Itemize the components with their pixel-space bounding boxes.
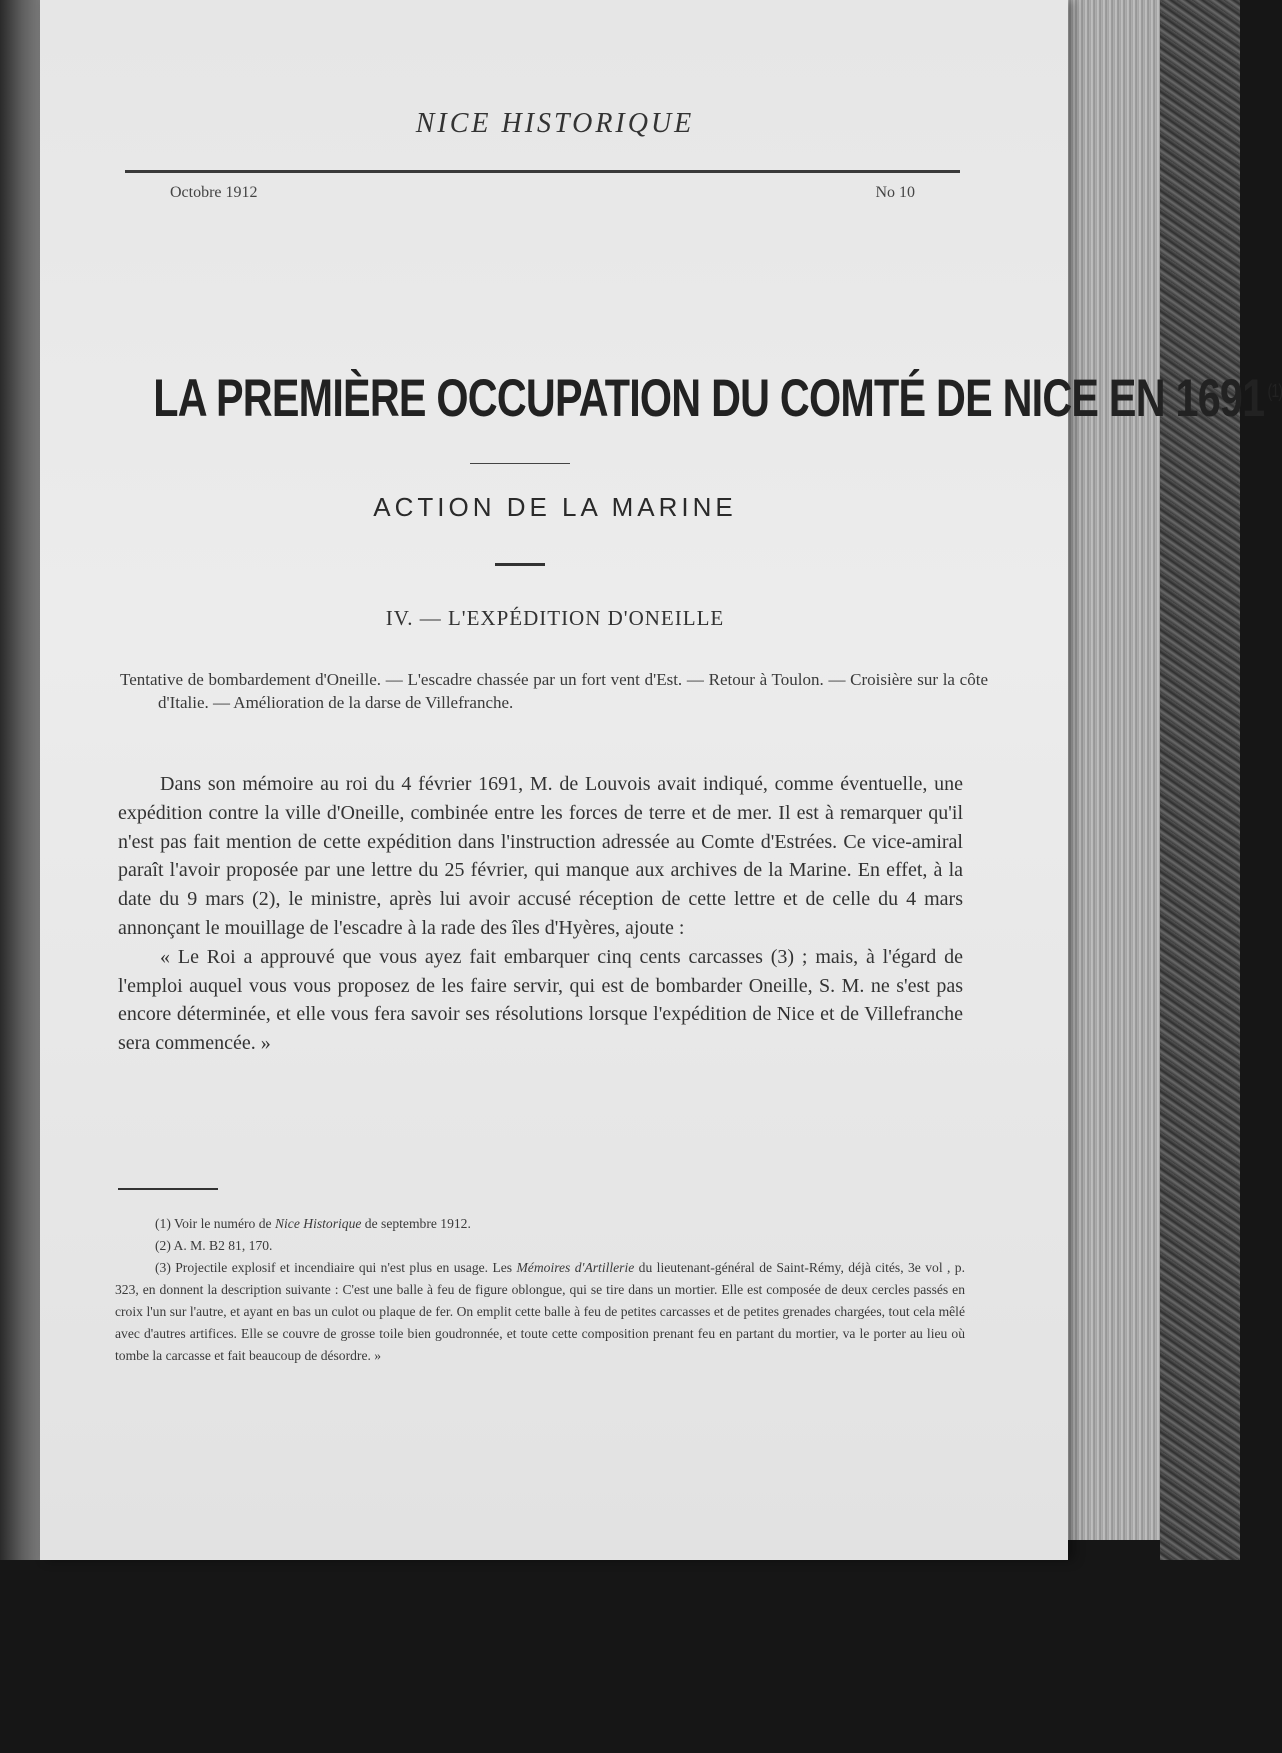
chapter-title: IV. — L'EXPÉDITION D'ONEILLE xyxy=(385,606,725,630)
title-divider xyxy=(470,463,570,464)
header-rule xyxy=(125,170,960,173)
issue-date: Octobre 1912 xyxy=(170,184,258,201)
footnote-1 xyxy=(115,1213,965,1235)
footnotes xyxy=(115,1213,965,1367)
scan-left-margin xyxy=(0,0,40,1560)
body-paragraph: « Le Roi a approuvé que vous ayez fait embarquer cinq cents carcasses (3) ; mais, à l'égard de l'emploi auquel vous vous proposez de les faire servir, qui est de bombarder Oneille, S. M. ne s'est pas encore déterminée, et elle vous fera savoir ses résolutions lorsque l'expédition de Nice et de Villefranche sera commencée. » xyxy=(118,945,963,1055)
footnote-text: (1) Voir le numéro de xyxy=(155,1216,275,1231)
section-title: ACTION DE LA MARINE xyxy=(373,492,737,522)
header-meta xyxy=(170,184,915,202)
footnote-3 xyxy=(115,1257,965,1367)
document-page xyxy=(40,0,1282,1560)
article-title xyxy=(153,368,1282,429)
footnote-italic: Nice Historique xyxy=(274,1216,362,1231)
chapter-summary: Tentative de bombardement d'Oneille. — L'escadre chassée par un fort vent d'Est. — Retour à Toulon. — Croisière sur la côte d'Italie. — Amélioration de la darse de Villefranche. xyxy=(120,670,988,712)
footnote-text: de septembre 1912. xyxy=(361,1216,471,1231)
footnote-italic: Mémoires d'Artillerie xyxy=(516,1260,635,1275)
footnote-text: (3) Projectile explosif et incendiaire qui n'est plus en usage. Les xyxy=(155,1260,517,1275)
section-divider xyxy=(495,563,545,566)
article-body xyxy=(118,770,963,1058)
book-cover-edge xyxy=(1160,0,1240,1560)
running-title: NICE HISTORIQUE xyxy=(415,108,695,139)
footnote-text: du lieutenant-général de Saint-Rémy, déjà cités, 3e vol , p. 323, en donnent la description suivante : C'est une balle à feu de figure oblongue, qui se tire dans un mortier. Elle est composée de deux cercles passés en croix l'un sur l'autre, et ayant en bas un culot ou plaque de fer. On emplit cette balle à feu de petites carcasses et de petites grenades chargées, tout cela mêlé avec d'autres artifices. Elle se couvre de grosse toile bien goudronnée, et toute cette composition prenant feu en partant du mortier, va le porter au lieu où tombe la carcasse et fait beaucoup de désordre. » xyxy=(115,1260,966,1363)
issue-number: No 10 xyxy=(875,184,915,201)
body-paragraph: Dans son mémoire au roi du 4 février 1691, M. de Louvois avait indiqué, comme éventuelle, une expédition contre la ville d'Oneille, combinée entre les forces de terre et de mer. Il est à remarquer qu'il n'est pas fait mention de cette expédition dans l'instruction adressée au Comte d'Estrées. Ce vice-amiral paraît l'avoir proposée par une lettre du 25 février, qui manque aux archives de la Marine. En effet, à la date du 9 mars (2), le ministre, après lui avoir accusé réception de cette lettre et de celle du 4 mars annonçant le mouillage de l'escadre à la rade des îles d'Hyères, ajoute : xyxy=(118,773,963,939)
article-title-text: LA PREMIÈRE OCCUPATION DU COMTÉ DE NICE EN 1691 xyxy=(153,369,1265,428)
title-footnote-ref: (1) xyxy=(1267,381,1282,402)
footnote-2: (2) A. M. B2 81, 170. xyxy=(155,1238,273,1253)
footnote-rule xyxy=(118,1188,218,1190)
